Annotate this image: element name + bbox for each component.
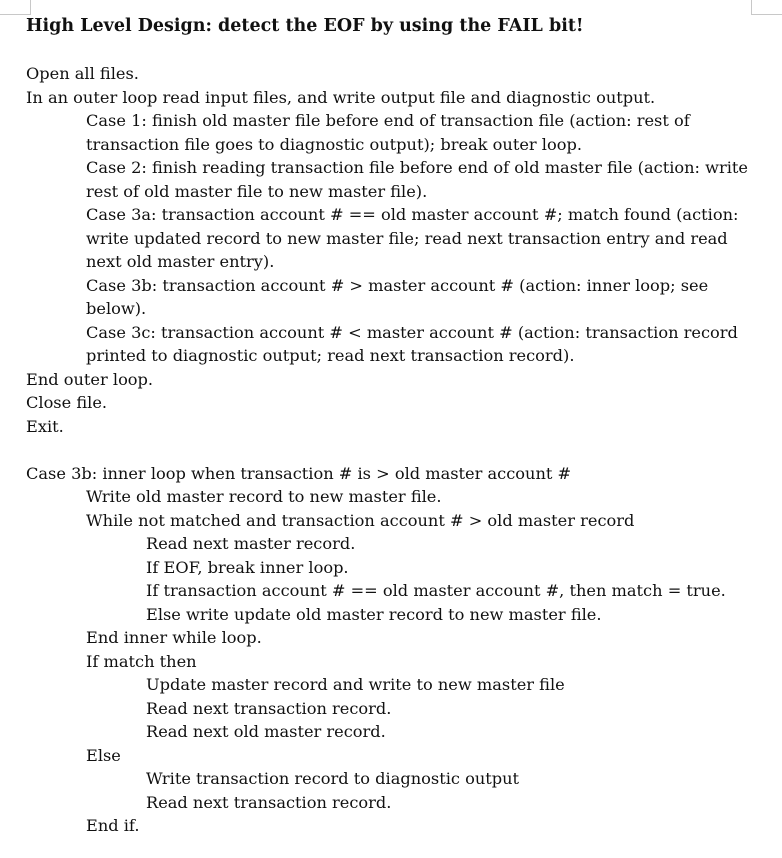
end-if: End if. bbox=[86, 816, 140, 835]
else-write-update: Else write update old master record to new master file. bbox=[146, 604, 602, 624]
case-3c: Case 3c: transaction account # < master account # (action: transaction record printed to diagnostic output; read next transaction record). bbox=[86, 322, 738, 365]
inner-loop-title: Case 3b: inner loop when transaction # is > old master account # bbox=[26, 463, 572, 483]
case-2: Case 2: finish reading transaction file before end of old master file (action: write rest of old master file to new master file). bbox=[86, 158, 749, 201]
else: Else bbox=[86, 745, 121, 765]
if-match-then: If match then bbox=[86, 651, 197, 671]
case-3b: Case 3b: transaction account # > master account # (action: inner loop; see below). bbox=[86, 275, 709, 318]
document-page bbox=[26, 15, 756, 838]
case-1: Case 1: finish old master file before end of transaction file (action: rest of transaction file goes to diagnostic output); break outer loop. bbox=[86, 111, 690, 154]
end-outer-loop: End outer loop. bbox=[26, 369, 154, 389]
write-old-master: Write old master record to new master file. bbox=[86, 487, 442, 506]
while-condition: While not matched and transaction account # > old master record bbox=[86, 510, 635, 530]
read-next-master: Read next master record. bbox=[146, 534, 356, 553]
document-heading: High Level Design: detect the EOF by using the FAIL bit! bbox=[26, 16, 584, 36]
read-next-old-master: Read next old master record. bbox=[146, 722, 386, 741]
exit: Exit. bbox=[26, 416, 64, 436]
blank-line bbox=[26, 39, 756, 63]
end-inner-while: End inner while loop. bbox=[86, 628, 262, 647]
if-match-true: If transaction account # == old master account #, then match = true. bbox=[146, 581, 726, 600]
page-corner-marker-right bbox=[751, 0, 782, 15]
case-3a: Case 3a: transaction account # == old master account #; match found (action: write updated record to new master file; read next transaction entry and read next old master entry). bbox=[86, 205, 739, 271]
outer-open-files: Open all files. bbox=[26, 64, 139, 83]
close-file: Close file. bbox=[26, 393, 108, 412]
update-master-record: Update master record and write to new master file bbox=[146, 675, 565, 694]
if-eof: If EOF, break inner loop. bbox=[146, 557, 349, 577]
read-next-transaction-2: Read next transaction record. bbox=[146, 792, 392, 812]
read-next-transaction-1: Read next transaction record. bbox=[146, 698, 392, 718]
page-corner-marker-left bbox=[0, 0, 31, 15]
blank-line bbox=[26, 438, 756, 462]
write-diagnostic: Write transaction record to diagnostic output bbox=[146, 769, 520, 788]
outer-loop-description: In an outer loop read input files, and write output file and diagnostic output. bbox=[26, 87, 656, 107]
